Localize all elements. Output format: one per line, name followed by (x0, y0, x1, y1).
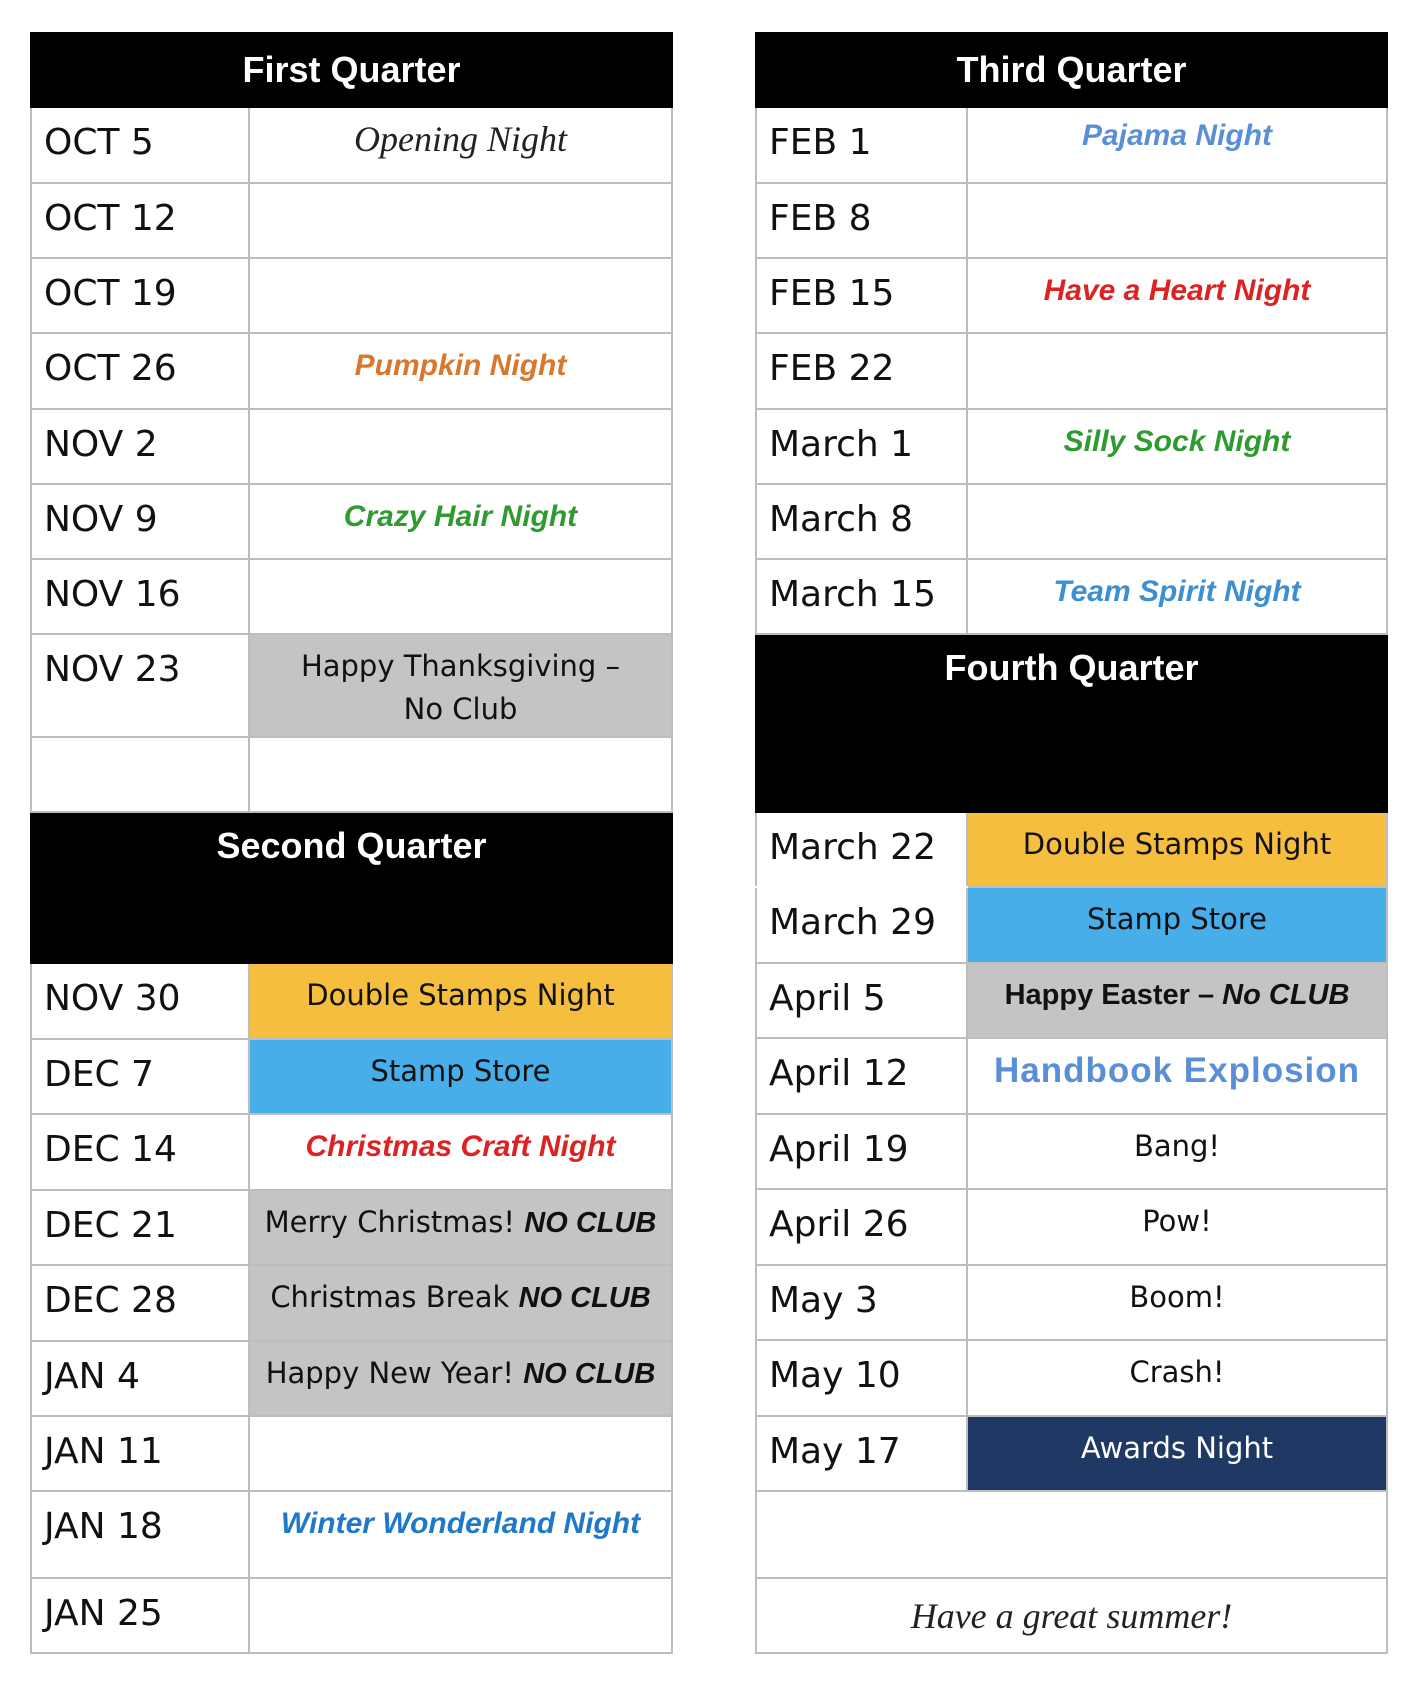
empty-cell (31, 737, 249, 812)
date-cell: May 10 (756, 1340, 967, 1416)
table-row (756, 963, 1387, 1038)
second-quarter-header-row (31, 812, 672, 888)
date-cell: March 22 (756, 812, 967, 887)
table-row (31, 1114, 672, 1190)
event-cell (249, 634, 672, 737)
third-fourth-quarter-table (755, 32, 1388, 1654)
event-cell (967, 333, 1387, 409)
date-cell: JAN 11 (31, 1416, 249, 1491)
spacer-row (756, 1491, 1387, 1578)
date-cell: FEB 1 (756, 107, 967, 183)
date-cell: April 19 (756, 1114, 967, 1189)
empty-cell (756, 737, 1387, 812)
date-cell: March 1 (756, 409, 967, 484)
date-cell: OCT 19 (31, 258, 249, 333)
date-cell: April 12 (756, 1038, 967, 1114)
empty-cell (31, 888, 672, 963)
table-row (31, 409, 672, 484)
table-row (756, 1114, 1387, 1189)
fourth-quarter-title: Fourth Quarter (756, 634, 1387, 737)
date-cell: OCT 26 (31, 333, 249, 409)
event-cell (249, 183, 672, 258)
first-quarter-title: First Quarter (31, 33, 672, 107)
event-cell: Bang! (967, 1114, 1387, 1189)
event-cell (249, 1341, 672, 1416)
table-row (756, 333, 1387, 409)
no-club-note: NO CLUB (518, 1282, 651, 1314)
date-cell: NOV 23 (31, 634, 249, 737)
third-quarter-title: Third Quarter (756, 33, 1387, 107)
event-cell (249, 258, 672, 333)
event-cell (249, 559, 672, 634)
event-text: Happy Easter – (1004, 979, 1215, 1011)
event-cell: Boom! (967, 1265, 1387, 1340)
date-cell: DEC 7 (31, 1039, 249, 1114)
event-cell: Pumpkin Night (249, 333, 672, 409)
date-cell: March 29 (756, 887, 967, 963)
table-row (31, 1416, 672, 1491)
date-cell: JAN 25 (31, 1578, 249, 1653)
event-cell (249, 1190, 672, 1265)
event-cell (249, 1265, 672, 1341)
date-cell: FEB 8 (756, 183, 967, 258)
event-line: No Club (403, 692, 518, 726)
event-cell (967, 484, 1387, 559)
event-cell (249, 1578, 672, 1653)
table-row (31, 559, 672, 634)
date-cell: May 3 (756, 1265, 967, 1340)
date-cell: OCT 5 (31, 107, 249, 183)
second-quarter-title: Second Quarter (31, 812, 672, 888)
closing-message: Have a great summer! (756, 1578, 1387, 1653)
date-cell: May 17 (756, 1416, 967, 1491)
event-cell: Double Stamps Night (967, 812, 1387, 887)
table-row (31, 107, 672, 183)
date-cell: JAN 18 (31, 1491, 249, 1578)
table-row (31, 1491, 672, 1578)
spacer-row (31, 737, 672, 812)
date-cell: March 8 (756, 484, 967, 559)
date-cell: April 26 (756, 1189, 967, 1265)
empty-cell (249, 737, 672, 812)
event-cell: Opening Night (249, 107, 672, 183)
date-cell: DEC 14 (31, 1114, 249, 1190)
table-row (31, 1190, 672, 1265)
table-row (756, 409, 1387, 484)
date-cell: FEB 15 (756, 258, 967, 333)
table-row (31, 258, 672, 333)
date-cell: OCT 12 (31, 183, 249, 258)
right-schedule-column (755, 32, 1388, 1654)
table-row (31, 1578, 672, 1653)
table-row (756, 1038, 1387, 1114)
table-row (756, 183, 1387, 258)
date-cell: NOV 2 (31, 409, 249, 484)
table-row (31, 634, 672, 737)
date-cell: DEC 28 (31, 1265, 249, 1341)
event-cell (967, 183, 1387, 258)
empty-cell (756, 1491, 1387, 1578)
event-cell: Have a Heart Night (967, 258, 1387, 333)
table-row (31, 1265, 672, 1341)
first-quarter-header-row (31, 33, 672, 107)
event-cell: Christmas Craft Night (249, 1114, 672, 1190)
date-cell: JAN 4 (31, 1341, 249, 1416)
table-row (756, 484, 1387, 559)
header-filler-row (756, 737, 1387, 812)
event-cell: Double Stamps Night (249, 963, 672, 1039)
event-cell: Crazy Hair Night (249, 484, 672, 559)
event-cell: Team Spirit Night (967, 559, 1387, 634)
fourth-quarter-header-row (756, 634, 1387, 737)
no-club-note: NO CLUB (524, 1207, 657, 1239)
table-row (31, 484, 672, 559)
event-line: Happy Thanksgiving – (300, 649, 621, 683)
event-cell: Pajama Night (967, 107, 1387, 183)
table-row (756, 887, 1387, 963)
table-row (756, 559, 1387, 634)
table-row (31, 333, 672, 409)
table-row (31, 963, 672, 1039)
event-text: Christmas Break (270, 1280, 510, 1314)
table-row (756, 1189, 1387, 1265)
table-row (31, 1341, 672, 1416)
closing-row (756, 1578, 1387, 1653)
event-cell: Silly Sock Night (967, 409, 1387, 484)
event-cell: Winter Wonderland Night (249, 1491, 672, 1578)
event-cell: Handbook Explosion (967, 1038, 1387, 1114)
table-row (756, 812, 1387, 887)
date-cell: April 5 (756, 963, 967, 1038)
table-row (756, 1340, 1387, 1416)
event-cell: Stamp Store (249, 1039, 672, 1114)
date-cell: March 15 (756, 559, 967, 634)
table-row (31, 183, 672, 258)
third-quarter-header-row (756, 33, 1387, 107)
event-cell (249, 1416, 672, 1491)
table-row (756, 1265, 1387, 1340)
event-cell: Awards Night (967, 1416, 1387, 1491)
table-row (756, 107, 1387, 183)
no-club-note: No CLUB (1222, 979, 1350, 1011)
event-cell: Pow! (967, 1189, 1387, 1265)
table-row (31, 1039, 672, 1114)
left-schedule-column (30, 32, 673, 1654)
event-cell (967, 963, 1387, 1038)
table-row (756, 258, 1387, 333)
header-filler-row (31, 888, 672, 963)
date-cell: DEC 21 (31, 1190, 249, 1265)
event-cell (249, 409, 672, 484)
table-row (756, 1416, 1387, 1491)
event-text: Merry Christmas! (264, 1205, 516, 1239)
first-second-quarter-table (30, 32, 673, 1654)
date-cell: NOV 16 (31, 559, 249, 634)
date-cell: NOV 9 (31, 484, 249, 559)
date-cell: NOV 30 (31, 963, 249, 1039)
no-club-note: NO CLUB (523, 1358, 656, 1390)
event-cell: Crash! (967, 1340, 1387, 1416)
event-text: Happy New Year! (265, 1356, 514, 1390)
date-cell: FEB 22 (756, 333, 967, 409)
event-cell: Stamp Store (967, 887, 1387, 963)
